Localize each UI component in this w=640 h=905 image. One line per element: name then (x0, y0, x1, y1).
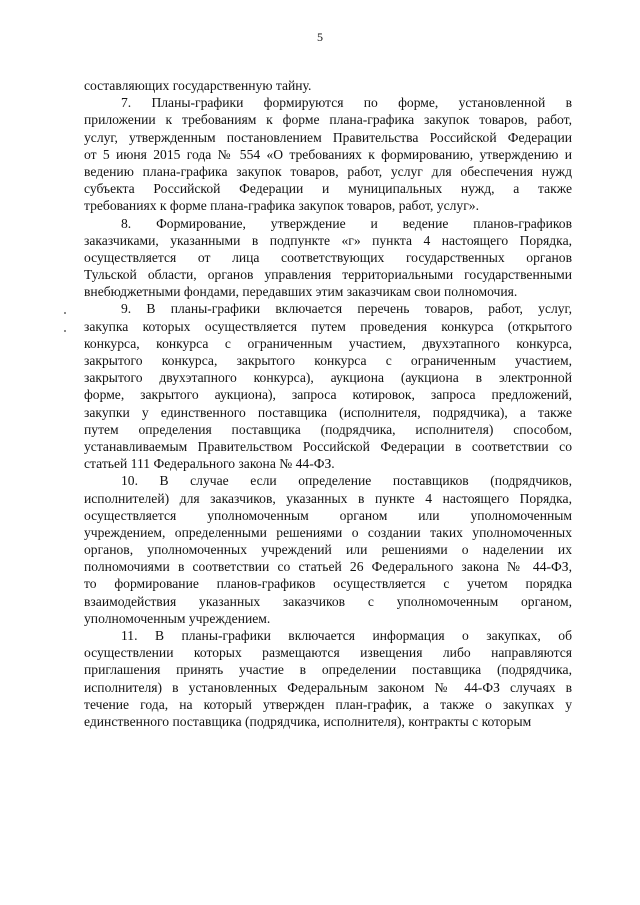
paragraph-p9 (84, 300, 572, 472)
text-line: устанавливаемым Правительством Российской Федерации в соответствии со (84, 438, 572, 454)
text-line: то формирование планов-графиков осуществляется с учетом порядка (84, 576, 572, 592)
text-line: осуществляется уполномоченным органом или уполномоченным (84, 507, 572, 523)
text-line: закрытого конкурса, закрытого конкурса с ограниченным участием, (84, 353, 572, 368)
text-line: закупка которых осуществляется путем проведения конкурса (открытого (84, 318, 572, 334)
text-line: 10. В случае если определение поставщиков (подрядчиков, (121, 473, 572, 489)
paragraph-p11 (84, 627, 572, 730)
text-line: течение года, на который утвержден план-график, а также о закупках у (84, 696, 572, 712)
text-line: осуществляется от лица соответствующих государственных органов (84, 249, 572, 265)
text-line: услуг, утвержденным постановлением Правительства Российской Федерации (84, 129, 572, 145)
text-line: единственного поставщика (подрядчика, исполнителя), контракты с которым (84, 713, 532, 729)
paragraph-p7 (84, 94, 572, 214)
text-line: субъекта Российской Федерации и муниципальных нужд, а также (84, 181, 572, 197)
text-line: исполнителей) для заказчиков, указанных в пункте 4 настоящего Порядка, (84, 490, 572, 506)
text-line: 9. В планы-графики включается перечень товаров, работ, услуг, (121, 301, 572, 317)
text-line: внебюджетными фондами, передавших этим заказчикам свои полномочия. (84, 284, 518, 300)
text-line: от 5 июня 2015 года № 554 «О требованиях к формированию, утверждению и (84, 146, 572, 162)
text-line: Тульской области, органов управления территориальными государственными (84, 267, 572, 283)
text-line: 11. В планы-графики включается информация о закупках, об (121, 628, 572, 643)
text-line: форме, закрытого аукциона), запроса котировок, запроса предложений, (84, 387, 572, 403)
text-line: приглашения принять участие в определении поставщика (подрядчика, (84, 662, 572, 678)
text-line: закрытого двухэтапного конкурса), аукциона (аукциона в электронной (84, 370, 572, 386)
page-number: 5 (317, 30, 323, 44)
text-line: путем определения поставщика (подрядчика, исполнителя) способом, (84, 421, 572, 437)
paragraph-p8 (84, 215, 572, 301)
text-line: осуществлении которых размещаются извещения либо направляются (84, 645, 572, 661)
margin-mark (64, 330, 66, 332)
text-line: органов, уполномоченных учреждений или решениями о наделении их (84, 542, 572, 558)
text-line: полномочиями в соответствии со статьей 26 Федерального закона № 44-ФЗ, (84, 559, 572, 575)
paragraph-p10 (84, 472, 572, 627)
text-line: приложении к требованиям к форме плана-графика закупок товаров, работ, (84, 112, 572, 128)
text-line: требованиях к форме плана-графика закупок товаров, работ, услуг». (84, 198, 479, 214)
text-line: составляющих государственную тайну. (84, 78, 312, 93)
text-line: 7. Планы-графики формируются по форме, установленной в (121, 95, 572, 111)
text-line: 8. Формирование, утверждение и ведение планов-графиков (121, 215, 572, 231)
text-line: закупки у единственного поставщика (исполнителя, подрядчика), а также (84, 404, 572, 420)
text-line: взаимодействия указанных заказчиков с уполномоченным органом, (84, 593, 572, 609)
text-line: исполнителя) в установленных Федеральным законом № 44-ФЗ случаях в (84, 679, 572, 695)
text-line: заказчиками, указанными в подпункте «г» пункта 4 настоящего Порядка, (84, 232, 572, 248)
text-line: учреждением, определенными решениями о создании таких уполномоченных (84, 524, 572, 540)
margin-mark (64, 312, 66, 314)
document-body (84, 77, 572, 730)
text-line: ведению плана-графика закупок товаров, работ, услуг для обеспечения нужд (84, 163, 572, 179)
text-line: статьей 111 Федерального закона № 44-ФЗ. (84, 456, 335, 472)
text-line: конкурса, конкурса с ограниченным участием, двухэтапного конкурса, (84, 335, 572, 351)
text-line: уполномоченным учреждением. (84, 610, 271, 626)
paragraph-cont (84, 77, 572, 94)
